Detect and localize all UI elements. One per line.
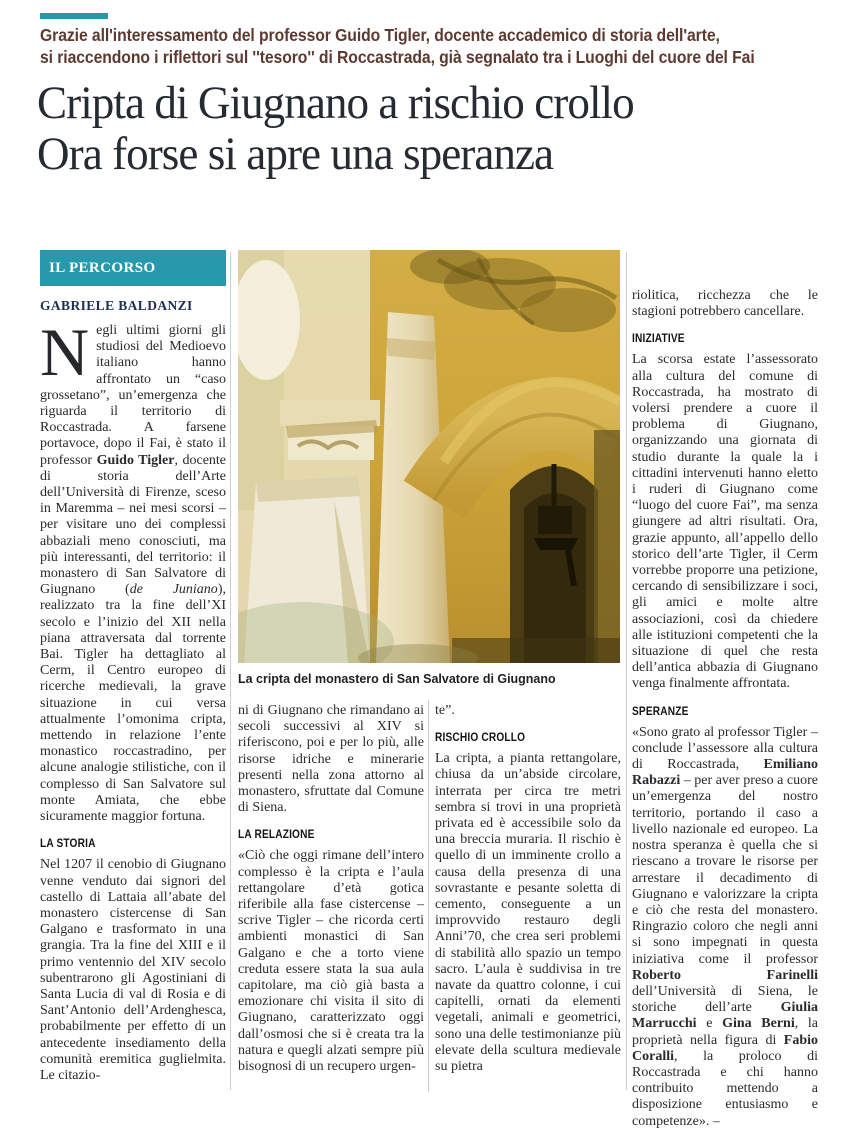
kicker-line-1: Grazie all'interessamento del professor Guido Tigler, docente accademico di storia dell'arte, xyxy=(40,25,720,45)
column-2 xyxy=(238,703,424,1075)
column-3 xyxy=(435,703,621,1075)
subhead-la-storia xyxy=(40,834,226,852)
photo-caption: La cripta del monastero di San Salvatore di Giugnano xyxy=(238,671,556,686)
paragraph-continuation: riolitica, ricchezza che le stagioni potrebbero cancellare. xyxy=(632,288,818,320)
paragraph: ni di Giugnano che rimandano ai secoli successivi al XIV si riferiscono, poi e per lo più, alle risorse idriche e minerarie presenti nella zona attorno al monastero, sfruttate dal Comune di Siena. xyxy=(238,703,424,816)
paragraph: La cripta, a pianta rettangolare, chiusa da un’abside circolare, interrata per circa tre metri sembra si trovi in una proprietà privata ed è accessibile solo da una breccia muraria. Il rischio è quello di un imminente crollo a causa della presenza di una sovrastante e pesante soletta di cemento, conseguente a un improvvido restauro degli Anni’70, che crea seri problemi di stabilità allo spazio un tempo sacro. L’aula è suddivisa in tre navate da quattro colonne, i cui capitelli, ornati da elementi vegetali, animali e geometrici, sono una delle testimonianze più elevate della scultura medievale su pietra xyxy=(435,751,621,1075)
subhead-speranze xyxy=(632,702,818,720)
lead-paragraph-text: egli ultimi giorni gli studiosi del Medioevo italiano hanno affrontato un “caso grossetano”, un’emergenza che riguarda il territorio di Roccastrada. A farsene portavoce, dopo il Fai, è stato il professor Guido Tigler, docente di storia dell’Arte dell’Università di Firenze, sceso in Maremma – nei mesi scorsi – per visitare uno dei complessi abbaziali meno conosciuti, ma più interessanti, del territorio: il monastero di San Salvatore di Giugnano (de Juniano), realizzato tra la fine dell’XI secolo e l’inizio del XII nella piana attraversata dal torrente Bai. Tigler ha dettagliato al Cerm, il Centro europeo di ricerche medievali, la grave situazione in cui versa attualmente l’omonima cripta, mettendo in relazione l’ente monastico roccastradino, per alcune analogie stilistiche, con il complesso di San Salvatore sul monte Amiata, che ebbe sicuramente maggior fortuna. xyxy=(40,323,227,825)
column-divider-1 xyxy=(230,252,231,1090)
lead-paragraph xyxy=(40,314,227,825)
kicker-line-2: si riaccendono i riflettori sul ''tesoro'' di Roccastrada, già segnalato tra i Luoghi del cuore del Fai xyxy=(40,47,755,67)
kicker xyxy=(40,24,755,68)
byline: GABRIELE BALDANZI xyxy=(40,298,193,313)
subhead-text: LA RELAZIONE xyxy=(238,829,315,842)
headline-line-2: Ora forse si apre una speranza xyxy=(37,128,554,180)
article-photo xyxy=(238,250,620,663)
dark-niche xyxy=(510,464,598,663)
kicker-accent-bar xyxy=(40,13,108,19)
subhead-iniziative xyxy=(632,329,818,347)
subhead-la-relazione xyxy=(238,825,424,843)
section-label-text: IL PERCORSO xyxy=(49,259,156,276)
column-1 xyxy=(40,250,226,1084)
subhead-text: SPERANZE xyxy=(632,705,689,718)
subhead-text: RISCHIO CROLLO xyxy=(435,732,526,745)
background-column-capital xyxy=(280,400,380,460)
section-label-box xyxy=(40,250,226,286)
headline-line-1: Cripta di Giugnano a rischio crollo xyxy=(37,77,634,129)
paragraph: «Ciò che oggi rimane dell’intero complesso è la cripta e l’aula rettangolare d’età gotica riferibile alla fase cistercense – scrive Tigler – che ricorda certi ambienti monastici di San Galgano e che a torto viene creduta essere stata la sua aula capitolare, ma ciò già basta a emozionare chi visita il sito di Giugnano, caratterizzato oggi dall’osmosi che si è creata tra la natura e quegli alzati sempre più bisognosi di un recupero urgen- xyxy=(238,848,424,1075)
subhead-rischio-crollo xyxy=(435,728,621,746)
headline xyxy=(37,78,634,180)
paragraph: Nel 1207 il cenobio di Giugnano venne venduto dai signori del castello di Lattaia all’abate del monastero cistercense di San Galgano e trasformato in una grangia. Tra la fine del XIII e il primo ventennio del XIV secolo subentrarono gli Agostiniani di Santa Lucia di val di Rosia e di Sant’Antonio dell’Ardenghesca, probabilmente per effetto di un antecedente insediamento della comunità eremitica guglielmita. Le citazio- xyxy=(40,857,226,1083)
crypt-photo-illustration xyxy=(238,250,620,663)
column-divider-2 xyxy=(428,700,429,1092)
column-4 xyxy=(632,288,818,1130)
drop-cap: N xyxy=(40,314,90,390)
subhead-text: LA STORIA xyxy=(40,838,96,851)
paragraph: «Sono grato al professor Tigler – conclude l’assessore alla cultura di Roccastrada, Emiliano Rabazzi – per aver preso a cuore un’emergenza del nostro territorio, portando il caso a livello nazionale ed europeo. La nostra speranza è quella che si riescano a trovare le risorse per arrestare il decadimento di Giugnano e valorizzare la cripta e ciò che resta del monastero. Ringrazio coloro che negli anni si sono impegnati in questa iniziativa come il professor Roberto Farinelli dell’Università di Siena, le storiche dell’arte Giulia Marrucchi e Gina Berni, la proprietà nella figura di Fabio Coralli, la proloco di Roccastrada e chi hanno contribuito mettendo a disposizione entusiasmo e competenze». – xyxy=(632,724,818,1129)
subhead-text: INIZIATIVE xyxy=(632,333,685,346)
paragraph-continuation: te”. xyxy=(435,703,455,718)
column-divider-3 xyxy=(626,252,627,1090)
paragraph: La scorsa estate l’assessorato alla cultura del comune di Roccastrada, ha mostrato di volersi prendere a cuore il problema di Giugnano, organizzando una giornata di studio durante la quale la i cittadini intervenuti hanno eletto i ruderi di Giugnano come “luogo del cuore Fai”, ma senza giungere ad altri risultati. Ora, grazie appunto, all’appello dello storico dell’arte Tigler, il Cerm vorrebbe proporre una petizione, cercando di sensibilizzare i soci, gli amici e molte altre associazioni, così da chiedere alle istituzioni competenti che la situazione di quel che resta dell’antica abbazia di Giugnano venga finalmente affrontata. xyxy=(632,352,818,692)
